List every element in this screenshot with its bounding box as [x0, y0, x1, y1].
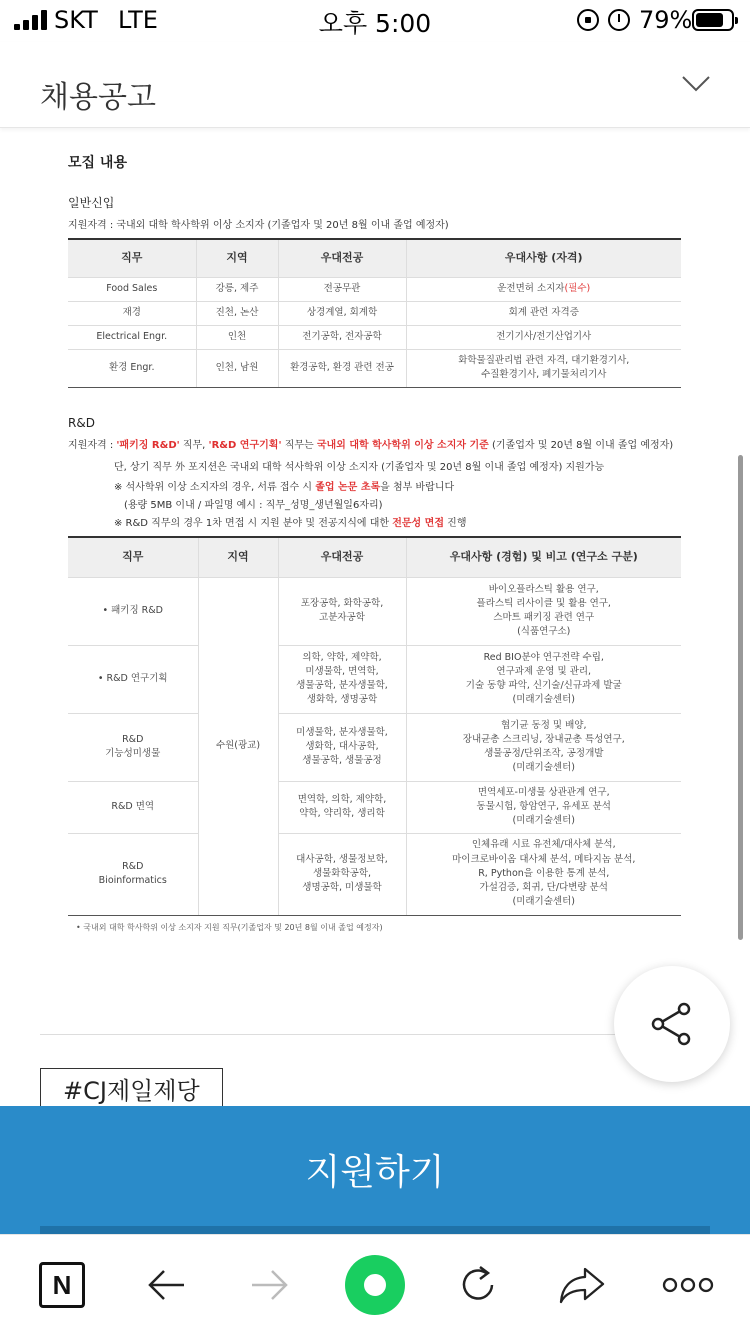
text: 졸업 논문 초록: [315, 482, 381, 493]
table-cell: 진천, 논산: [196, 301, 278, 325]
section-title: 모집 내용: [68, 155, 127, 171]
table-row: [68, 833, 681, 915]
text: 'R&D 연구기획': [208, 440, 282, 451]
pref-text: 전기기사/전기산업기사: [496, 330, 592, 342]
naver-home-button[interactable]: [32, 1255, 92, 1315]
table-cell: 대사공학, 생물정보학, 생물화학공학, 생명공학, 미생물학: [278, 833, 406, 915]
arrow-left-icon: [146, 1265, 186, 1305]
table-cell: [406, 325, 681, 349]
browser-toolbar: [0, 1234, 750, 1334]
table-cell: 미생물학, 분자생물학, 생화학, 대사공학, 생물공학, 생물공정: [278, 713, 406, 781]
general-table: [68, 238, 681, 388]
forward-share-icon: [559, 1265, 605, 1305]
table-header: 우대사항 (자격): [406, 239, 681, 277]
share-page-button[interactable]: [552, 1255, 612, 1315]
pref-text: 운전면허 소지자: [497, 282, 565, 294]
green-dot-icon: [345, 1255, 405, 1315]
pref-text: 회계 관련 자격증: [508, 306, 579, 318]
table-cell: 바이오플라스틱 활용 연구, 플라스틱 리사이클 및 활용 연구, 스마트 패키징 관련 연구 (식품연구소): [406, 577, 681, 645]
table-cell: 재경: [68, 301, 196, 325]
pref-text: 화학물질관리법 관련 자격, 대기환경기사, 수질환경기사, 폐기물처리기사: [458, 354, 630, 380]
company-tag[interactable]: #CJ제일제당: [40, 1068, 223, 1115]
table-row: [68, 713, 681, 781]
more-dots-icon: [662, 1275, 714, 1295]
refresh-button[interactable]: [448, 1255, 508, 1315]
table-cell: 인천, 남원: [196, 349, 278, 387]
text: ※ 석사학위 이상 소지자의 경우, 서류 접수 시: [114, 482, 316, 493]
table-row: [68, 277, 681, 301]
table-cell: Electrical Engr.: [68, 325, 196, 349]
table-header: 우대사항 (경험) 및 비고 (연구소 구분): [406, 537, 681, 577]
divider: [40, 1034, 670, 1035]
general-qualification: 지원자격 : 국내외 대학 학사학위 이상 소지자 (기졸업자 및 20년 8월 이내 졸업 예정자): [68, 220, 449, 231]
table-cell: R&D 면역: [68, 781, 198, 833]
table-header: 우대전공: [278, 239, 406, 277]
rnd-title: R&D: [68, 416, 95, 430]
battery-icon: [692, 9, 734, 31]
naver-logo-icon: N: [39, 1262, 85, 1308]
text: 전문성 면접: [392, 518, 444, 529]
apply-label: 지원하기: [305, 1152, 445, 1193]
text: (기졸업자 및 20년 8월 이내 졸업 예정자): [488, 440, 674, 451]
table-cell: 상경계열, 회계학: [278, 301, 406, 325]
region-cell: 수원(광교): [198, 577, 278, 915]
table-cell: 환경공학, 환경 관련 전공: [278, 349, 406, 387]
arrow-right-icon: [250, 1265, 290, 1305]
green-dot-button[interactable]: [345, 1255, 405, 1315]
network-label: LTE: [118, 6, 158, 34]
text: '패키징 R&D': [116, 440, 180, 451]
table-row: [68, 781, 681, 833]
apply-bar-accent: [40, 1226, 710, 1234]
text: 지원자격 :: [68, 440, 117, 451]
text: 진행: [444, 518, 467, 529]
text: ※ R&D 직무의 경우 1차 면접 시 지원 분야 및 전공지식에 대한: [114, 518, 393, 529]
table-row: [68, 349, 681, 387]
share-icon: [650, 1002, 694, 1046]
page-header: [0, 42, 750, 128]
table-cell: R&D 기능성미생물: [68, 713, 198, 781]
back-button[interactable]: [136, 1255, 196, 1315]
clock: 오후 5:00: [318, 9, 432, 38]
rnd-note-2: [114, 478, 454, 493]
text: 을 첨부 바랍니다: [380, 482, 455, 493]
rnd-note-1: 단, 상기 직무 外 포지션은 국내외 대학 석사학위 이상 소지자 (기졸업자 및 20년 8월 이내 졸업 예정자) 지원가능: [114, 462, 605, 473]
table-cell: 환경 Engr.: [68, 349, 196, 387]
table-cell: [406, 349, 681, 387]
more-button[interactable]: [658, 1255, 718, 1315]
table-cell: 전공무관: [278, 277, 406, 301]
table-cell: 의학, 약학, 제약학, 미생물학, 면역학, 생물공학, 분자생물학, 생화학, 생명공학: [278, 645, 406, 713]
table-header: 지역: [198, 537, 278, 577]
alarm-icon: [608, 9, 630, 31]
table-cell: 협기균 동정 및 배양, 장내균총 스크리닝, 장내균총 특성연구, 생물공정/단위조작, 공정개발 (미래기술센터): [406, 713, 681, 781]
table-cell: Food Sales: [68, 277, 196, 301]
rnd-note-3: (용량 5MB 이내 / 파일명 예시 : 직무_성명_생년월일6자리): [124, 500, 383, 511]
table-row: [68, 325, 681, 349]
table-cell: 면역학, 의학, 제약학, 약학, 약리학, 생리학: [278, 781, 406, 833]
table-cell: 인체유래 시료 유전체/대사체 분석, 마이크로바이옴 대사체 분석, 메타지놈 분석, R, Python을 이용한 통계 분석, 가설검증, 회귀, 단/다변량 분석 (미래기술센터): [406, 833, 681, 915]
pref-required-text: (필수): [564, 282, 591, 294]
table-cell: Red BIO분야 연구전략 수립, 연구과제 운영 및 관리, 기술 동향 파악, 신기술/신규과제 발굴 (미래기술센터): [406, 645, 681, 713]
status-bar: [0, 0, 750, 42]
table-row: [68, 577, 681, 645]
table-header: 지역: [196, 239, 278, 277]
text: 국내외 대학 학사학위 이상 소지자 기준: [316, 440, 489, 451]
table-cell: 강릉, 제주: [196, 277, 278, 301]
rnd-table: [68, 536, 681, 916]
table-cell: R&D Bioinformatics: [68, 833, 198, 915]
table-header: 우대전공: [278, 537, 406, 577]
rotation-lock-icon: [577, 9, 599, 31]
table-cell: [406, 301, 681, 325]
footnote: • 국내외 대학 학사학위 이상 소지자 지원 직무(기졸업자 및 20년 8월 이내 졸업 예정자): [76, 923, 383, 932]
chevron-down-icon[interactable]: [682, 70, 710, 98]
table-cell: 인천: [196, 325, 278, 349]
rnd-note-4: [114, 514, 467, 529]
table-row: [68, 645, 681, 713]
share-button[interactable]: [614, 966, 730, 1082]
scrollbar[interactable]: [738, 455, 743, 940]
table-cell: 포장공학, 화학공학, 고분자공학: [278, 577, 406, 645]
table-header: 직무: [68, 239, 196, 277]
carrier-label: SKT: [54, 6, 98, 34]
table-row: [68, 301, 681, 325]
table-cell: • 패키징 R&D: [68, 577, 198, 645]
rnd-qualification: [68, 436, 673, 451]
text: 직무,: [179, 440, 209, 451]
table-cell: [406, 277, 681, 301]
table-cell: 면역세포-미생물 상관관계 연구, 동물시험, 항암연구, 유세포 분석 (미래기술센터): [406, 781, 681, 833]
table-cell: • R&D 연구기획: [68, 645, 198, 713]
battery-percent: 79%: [639, 6, 693, 34]
table-header: 직무: [68, 537, 198, 577]
forward-button[interactable]: [240, 1255, 300, 1315]
table-cell: 전기공학, 전자공학: [278, 325, 406, 349]
apply-button[interactable]: [0, 1106, 750, 1234]
page-title: 채용공고: [40, 80, 156, 115]
refresh-icon: [456, 1263, 500, 1307]
text: 직무는: [281, 440, 317, 451]
general-title: 일반신입: [68, 196, 115, 210]
